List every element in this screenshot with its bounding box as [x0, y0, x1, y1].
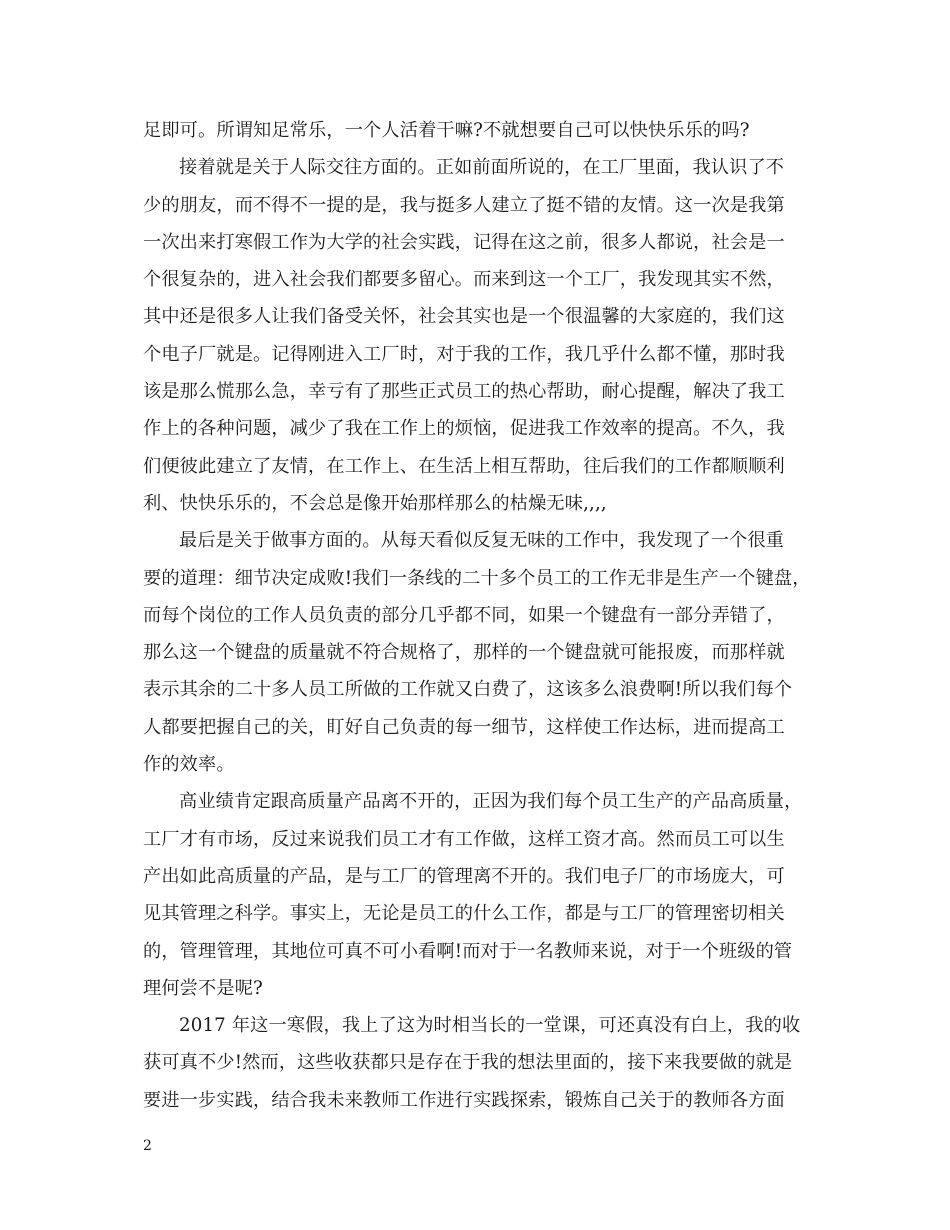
text-line: 那么这一个键盘的质量就不符合规格了，那样的一个键盘就可能报废，而那样就 — [143, 642, 785, 664]
text-line: 们便彼此建立了友情，在工作上、在生活上相互帮助，往后我们的工作都顺顺利 — [143, 455, 785, 477]
text-line: 而每个岗位的工作人员负责的部分几乎都不同，如果一个键盘有一部分弄错了， — [143, 604, 785, 626]
text-line: 个电子厂就是。记得刚进入工厂时，对于我的工作，我几乎什么都不懂，那时我 — [143, 343, 785, 365]
text-line: 理何尝不是呢? — [143, 977, 263, 999]
text-line: 其中还是很多人让我们备受关怀，社会其实也是一个很温馨的大家庭的，我们这 — [143, 306, 785, 328]
text-line: 人都要把握自己的关，盯好自己负责的每一细节，这样使工作达标，进而提高工 — [143, 716, 785, 738]
page-number: 2 — [143, 1138, 152, 1154]
text-line: 获可真不少!然而，这些收获都只是存在于我的想法里面的，接下来我要做的就是 — [143, 1052, 793, 1074]
text-line: 2017 年这一寒假，我上了这为时相当长的一堂课，可还真没有白上，我的收 — [179, 1015, 801, 1037]
text-line: 接着就是关于人际交往方面的。正如前面所说的，在工厂里面，我认识了不 — [179, 157, 785, 179]
text-line: 要进一步实践，结合我未来教师工作进行实践探索，锻炼自己关于的教师各方面 — [143, 1089, 785, 1111]
text-line: 利、快快乐乐的，不会总是像开始那样那么的枯燥无味,,,, — [143, 492, 607, 514]
text-line: 要的道理：细节决定成败!我们一条线的二十多个员工的工作无非是生产一个键盘， — [143, 567, 811, 589]
text-line: 最后是关于做事方面的。从每天看似反复无味的工作中，我发现了一个很重 — [179, 530, 785, 552]
text-line: 足即可。所谓知足常乐，一个人活着干嘛?不就想要自己可以快快乐乐的吗? — [143, 120, 750, 141]
text-line: 个很复杂的，进入社会我们都要多留心。而来到这一个工厂，我发现其实不然， — [143, 269, 785, 291]
text-line: 该是那么慌那么急，幸亏有了那些正式员工的热心帮助，耐心提醒，解决了我工 — [143, 381, 785, 403]
text-line: 见其管理之科学。事实上，无论是员工的什么工作，都是与工厂的管理密切相关 — [143, 903, 785, 925]
text-line: 作上的各种问题，减少了我在工作上的烦恼，促进我工作效率的提高。不久，我 — [143, 418, 785, 440]
text-line: 产出如此高质量的产品，是与工厂的管理离不开的。我们电子厂的市场庞大，可 — [143, 865, 785, 887]
text-line: 一次出来打寒假工作为大学的社会实践，记得在这之前，很多人都说，社会是一 — [143, 231, 785, 253]
text-line: 作的效率。 — [143, 754, 235, 776]
text-line: 高业绩肯定跟高质量产品离不开的，正因为我们每个员工生产的产品高质量， — [179, 791, 803, 813]
text-line: 的，管理管理，其地位可真不可小看啊!而对于一名教师来说，对于一个班级的管 — [143, 940, 793, 962]
body-text — [143, 112, 815, 1119]
text-line: 工厂才有市场，反过来说我们员工才有工作做，这样工资才高。然而员工可以生 — [143, 828, 785, 850]
text-line: 少的朋友，而不得不一提的是，我与挺多人建立了挺不错的友情。这一次是我第 — [143, 194, 785, 216]
text-line: 表示其余的二十多人员工所做的工作就又白费了，这该多么浪费啊!所以我们每个 — [143, 679, 793, 701]
